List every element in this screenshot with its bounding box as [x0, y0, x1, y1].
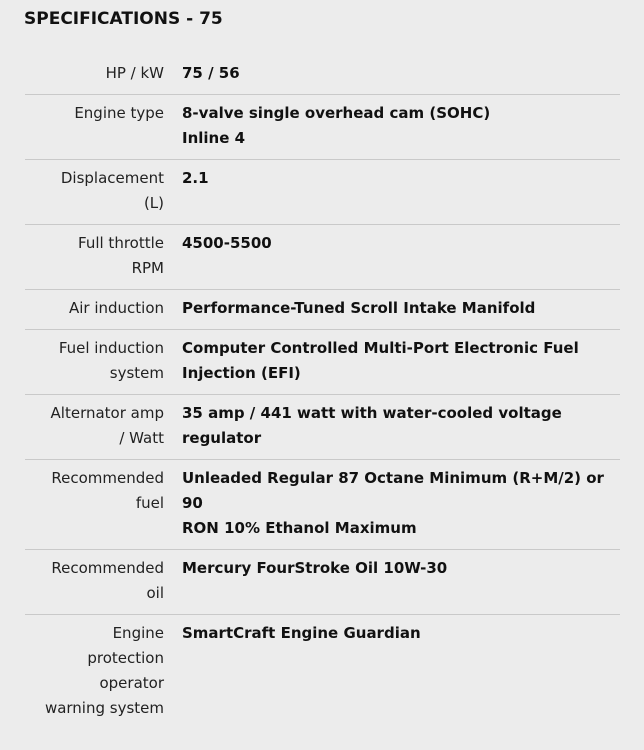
spec-label-line: fuel	[135, 494, 164, 512]
spec-value	[182, 296, 620, 321]
spec-row-engine-protection	[25, 615, 620, 729]
spec-row-hp-kw	[25, 55, 620, 95]
spec-label-line: system	[109, 364, 164, 382]
spec-label	[25, 336, 182, 386]
spec-label-line: / Watt	[119, 429, 164, 447]
spec-label-line: Alternator amp	[50, 404, 164, 422]
spec-label-line: Fuel induction	[58, 339, 164, 357]
spec-label	[25, 296, 182, 321]
spec-value	[182, 61, 620, 86]
spec-value	[182, 556, 620, 606]
spec-value	[182, 621, 620, 721]
spec-label-line: oil	[146, 584, 164, 602]
spec-value-line: Unleaded Regular 87 Octane Minimum (R+M/2) or 90	[182, 469, 604, 512]
spec-row-alternator	[25, 395, 620, 460]
spec-value-line: regulator	[182, 429, 262, 447]
spec-value	[182, 166, 620, 216]
spec-value-line: 4500-5500	[182, 234, 272, 252]
spec-value-line: Injection (EFI)	[182, 364, 301, 382]
spec-label	[25, 466, 182, 541]
spec-label-line: Displacement	[60, 169, 164, 187]
spec-value-line: Computer Controlled Multi-Port Electronic Fuel	[182, 339, 579, 357]
spec-value	[182, 401, 620, 451]
spec-value-line: SmartCraft Engine Guardian	[182, 624, 421, 642]
spec-label	[25, 101, 182, 151]
spec-label	[25, 61, 182, 86]
spec-label-line: operator	[99, 674, 164, 692]
spec-row-full-throttle-rpm	[25, 225, 620, 290]
spec-label-line: Engine type	[74, 104, 164, 122]
spec-label-line: RPM	[131, 259, 164, 277]
spec-value-line: 75 / 56	[182, 64, 240, 82]
spec-value-line: 35 amp / 441 watt with water-cooled voltage	[182, 404, 562, 422]
spec-value	[182, 466, 620, 541]
spec-value	[182, 336, 620, 386]
spec-row-air-induction	[25, 290, 620, 330]
spec-label-line: HP / kW	[105, 64, 164, 82]
spec-label-line: Recommended	[51, 469, 164, 487]
spec-row-fuel-induction	[25, 330, 620, 395]
page-title: SPECIFICATIONS - 75	[24, 9, 223, 29]
spec-label-line: Recommended	[51, 559, 164, 577]
spec-value-line: RON 10% Ethanol Maximum	[182, 519, 417, 537]
spec-row-engine-type	[25, 95, 620, 160]
spec-value-line: Performance-Tuned Scroll Intake Manifold	[182, 299, 536, 317]
specifications-table	[0, 55, 644, 729]
spec-label	[25, 231, 182, 281]
spec-label-line: Full throttle	[78, 234, 164, 252]
spec-label-line: (L)	[143, 194, 164, 212]
spec-value-line: 8-valve single overhead cam (SOHC)	[182, 104, 491, 122]
spec-label-line: Engine	[112, 624, 164, 642]
spec-row-recommended-oil	[25, 550, 620, 615]
spec-label	[25, 166, 182, 216]
spec-label-line: protection	[87, 649, 164, 667]
spec-value	[182, 231, 620, 281]
spec-row-recommended-fuel	[25, 460, 620, 550]
spec-label-line: warning system	[44, 699, 164, 717]
spec-label	[25, 621, 182, 721]
spec-label	[25, 556, 182, 606]
spec-value	[182, 101, 620, 151]
spec-row-displacement	[25, 160, 620, 225]
spec-label	[25, 401, 182, 451]
spec-value-line: Inline 4	[182, 129, 246, 147]
spec-value-line: Mercury FourStroke Oil 10W-30	[182, 559, 448, 577]
spec-label-line: Air induction	[68, 299, 164, 317]
spec-value-line: 2.1	[182, 169, 209, 187]
